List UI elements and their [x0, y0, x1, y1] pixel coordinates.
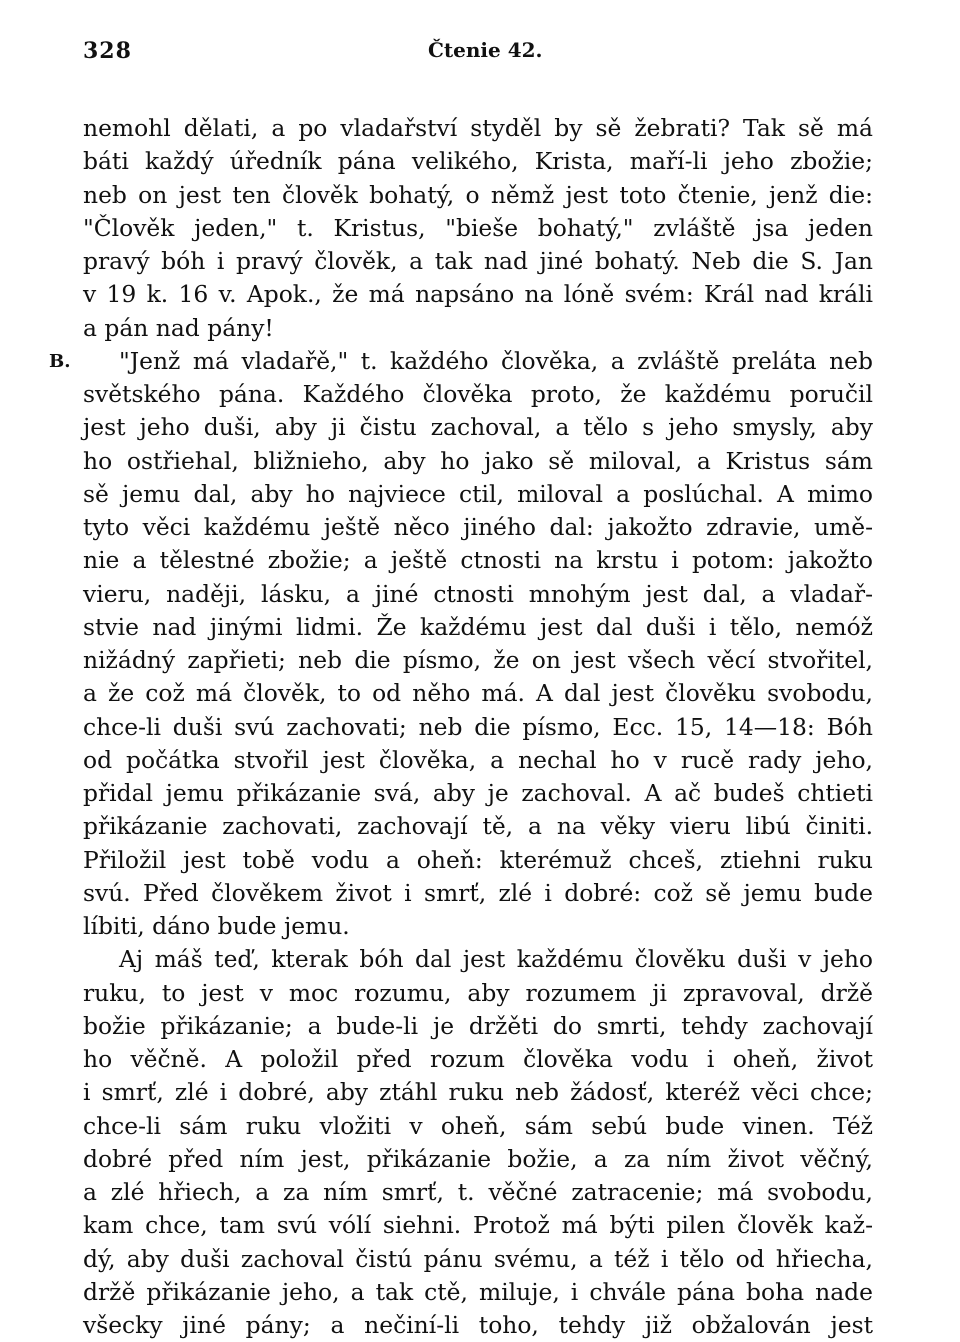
text-line: "Jenž má vladařě," t. každého člověka, a zvláště preláta neb: [119, 346, 873, 375]
section-marker: B.: [49, 350, 71, 372]
text-line: nižádný zapřieti; neb die písmo, že on jest všech věcí stvořitel,: [83, 646, 873, 674]
text-line: držě přikázanie jeho, a tak ctě, miluje, i chvále pána boha nade: [83, 1277, 873, 1306]
text-line: ho ostřiehal, bližnieho, aby ho jako sě miloval, a Kristus sám: [83, 446, 873, 475]
text-line: chce-li duši svú zachovati; neb die písmo, Ecc. 15, 14—18: Bóh: [83, 712, 873, 741]
text-line: Aj máš teď, kterak bóh dal jest každému člověku duši v jeho: [119, 945, 873, 974]
text-line: Přiložil jest tobě vodu a oheň: kterémuž chceš, ztiehni ruku: [83, 845, 873, 874]
text-line: líbiti, dáno bude jemu.: [83, 912, 350, 940]
text-line: vieru, naději, lásku, a jiné ctnosti mnohým jest dal, a vladař-: [83, 579, 873, 608]
text-line: tyto věci každému ještě něco jiného dal: jakožto zdravie, umě-: [83, 513, 873, 541]
text-line: nemohl dělati, a po vladařství styděl by sě žebrati? Tak sě má: [83, 114, 873, 142]
text-line: ruku, to jest v moc rozumu, aby rozumem ji zpravoval, držě: [83, 978, 873, 1007]
text-line: neb on jest ten člověk bohatý, o němž jest toto čtenie, jenž die:: [83, 180, 873, 209]
text-line: všecky jiné pány; a nečiní-li toho, tehdy již obžalován jest: [83, 1311, 873, 1339]
text-line: svú. Před člověkem život i smrť, zlé i dobré: což sě jemu bude: [83, 878, 873, 907]
page-header: [83, 38, 873, 72]
text-line-with-marker: [49, 345, 873, 378]
text-line: kam chce, tam svú vólí siehni. Protož má býti pilen člověk kaž-: [83, 1211, 873, 1240]
text-line: přikázanie zachovati, zachovají tě, a na věky vieru libú činiti.: [83, 812, 873, 841]
text-line: stvie nad jinými lidmi. Že každému jest dal duši i tělo, nemóž: [83, 612, 873, 641]
text-body: [49, 112, 873, 1342]
text-line: dý, aby duši zachoval čistú pánu svému, a též i tělo od hřiecha,: [83, 1244, 873, 1273]
text-line: světského pána. Každého člověka proto, že každému poručil: [83, 380, 873, 408]
text-line: a pán nad pány!: [83, 313, 274, 342]
text-line: sě jemu dal, aby ho najviece ctil, miloval a poslúchal. A mimo: [83, 479, 873, 508]
text-line: a že což má člověk, to od něho má. A dal jest člověku svobodu,: [83, 679, 873, 708]
running-title: Čtenie 42.: [428, 38, 543, 62]
text-line: jest jeho duši, aby ji čistu zachoval, a tělo s jeho smysly, aby: [83, 413, 873, 442]
text-line: i smrť, zlé i dobré, aby ztáhl ruku neb žádosť, kteréž věci chce;: [83, 1078, 873, 1107]
text-line: pravý bóh i pravý člověk, a tak nad jiné bohatý. Neb die S. Jan: [83, 247, 873, 275]
text-line: přidal jemu přikázanie svá, aby je zachoval. A ač budeš chtieti: [83, 779, 873, 807]
text-line: chce-li sám ruku vložiti v oheň, sám sebú bude vinen. Též: [83, 1111, 873, 1140]
text-line: božie přikázanie; a bude-li je držěti do smrti, tehdy zachovají: [83, 1011, 873, 1040]
text-line: ho věčně. A položil před rozum člověka vodu i oheň, život: [83, 1045, 873, 1073]
page-number: 328: [83, 38, 132, 64]
text-line: "Člověk jeden," t. Kristus, "bieše bohatý," zvláště jsa jeden: [83, 213, 873, 242]
text-line: nie a tělestné zbožie; a ještě ctnosti na krstu i potom: jakožto: [83, 546, 873, 575]
text-line: a zlé hřiech, a za ním smrť, t. věčné zatracenie; má svobodu,: [83, 1178, 873, 1206]
text-line: báti každý úředník pána velikého, Krista, maří-li jeho zbožie;: [83, 147, 873, 176]
text-line: dobré před ním jest, přikázanie božie, a za ním život věčný,: [83, 1144, 873, 1173]
text-line: od počátka stvořil jest člověka, a nechal ho v rucě rady jeho,: [83, 745, 873, 774]
text-line: v 19 k. 16 v. Apok., že má napsáno na lóně svém: Král nad králi: [83, 280, 873, 309]
